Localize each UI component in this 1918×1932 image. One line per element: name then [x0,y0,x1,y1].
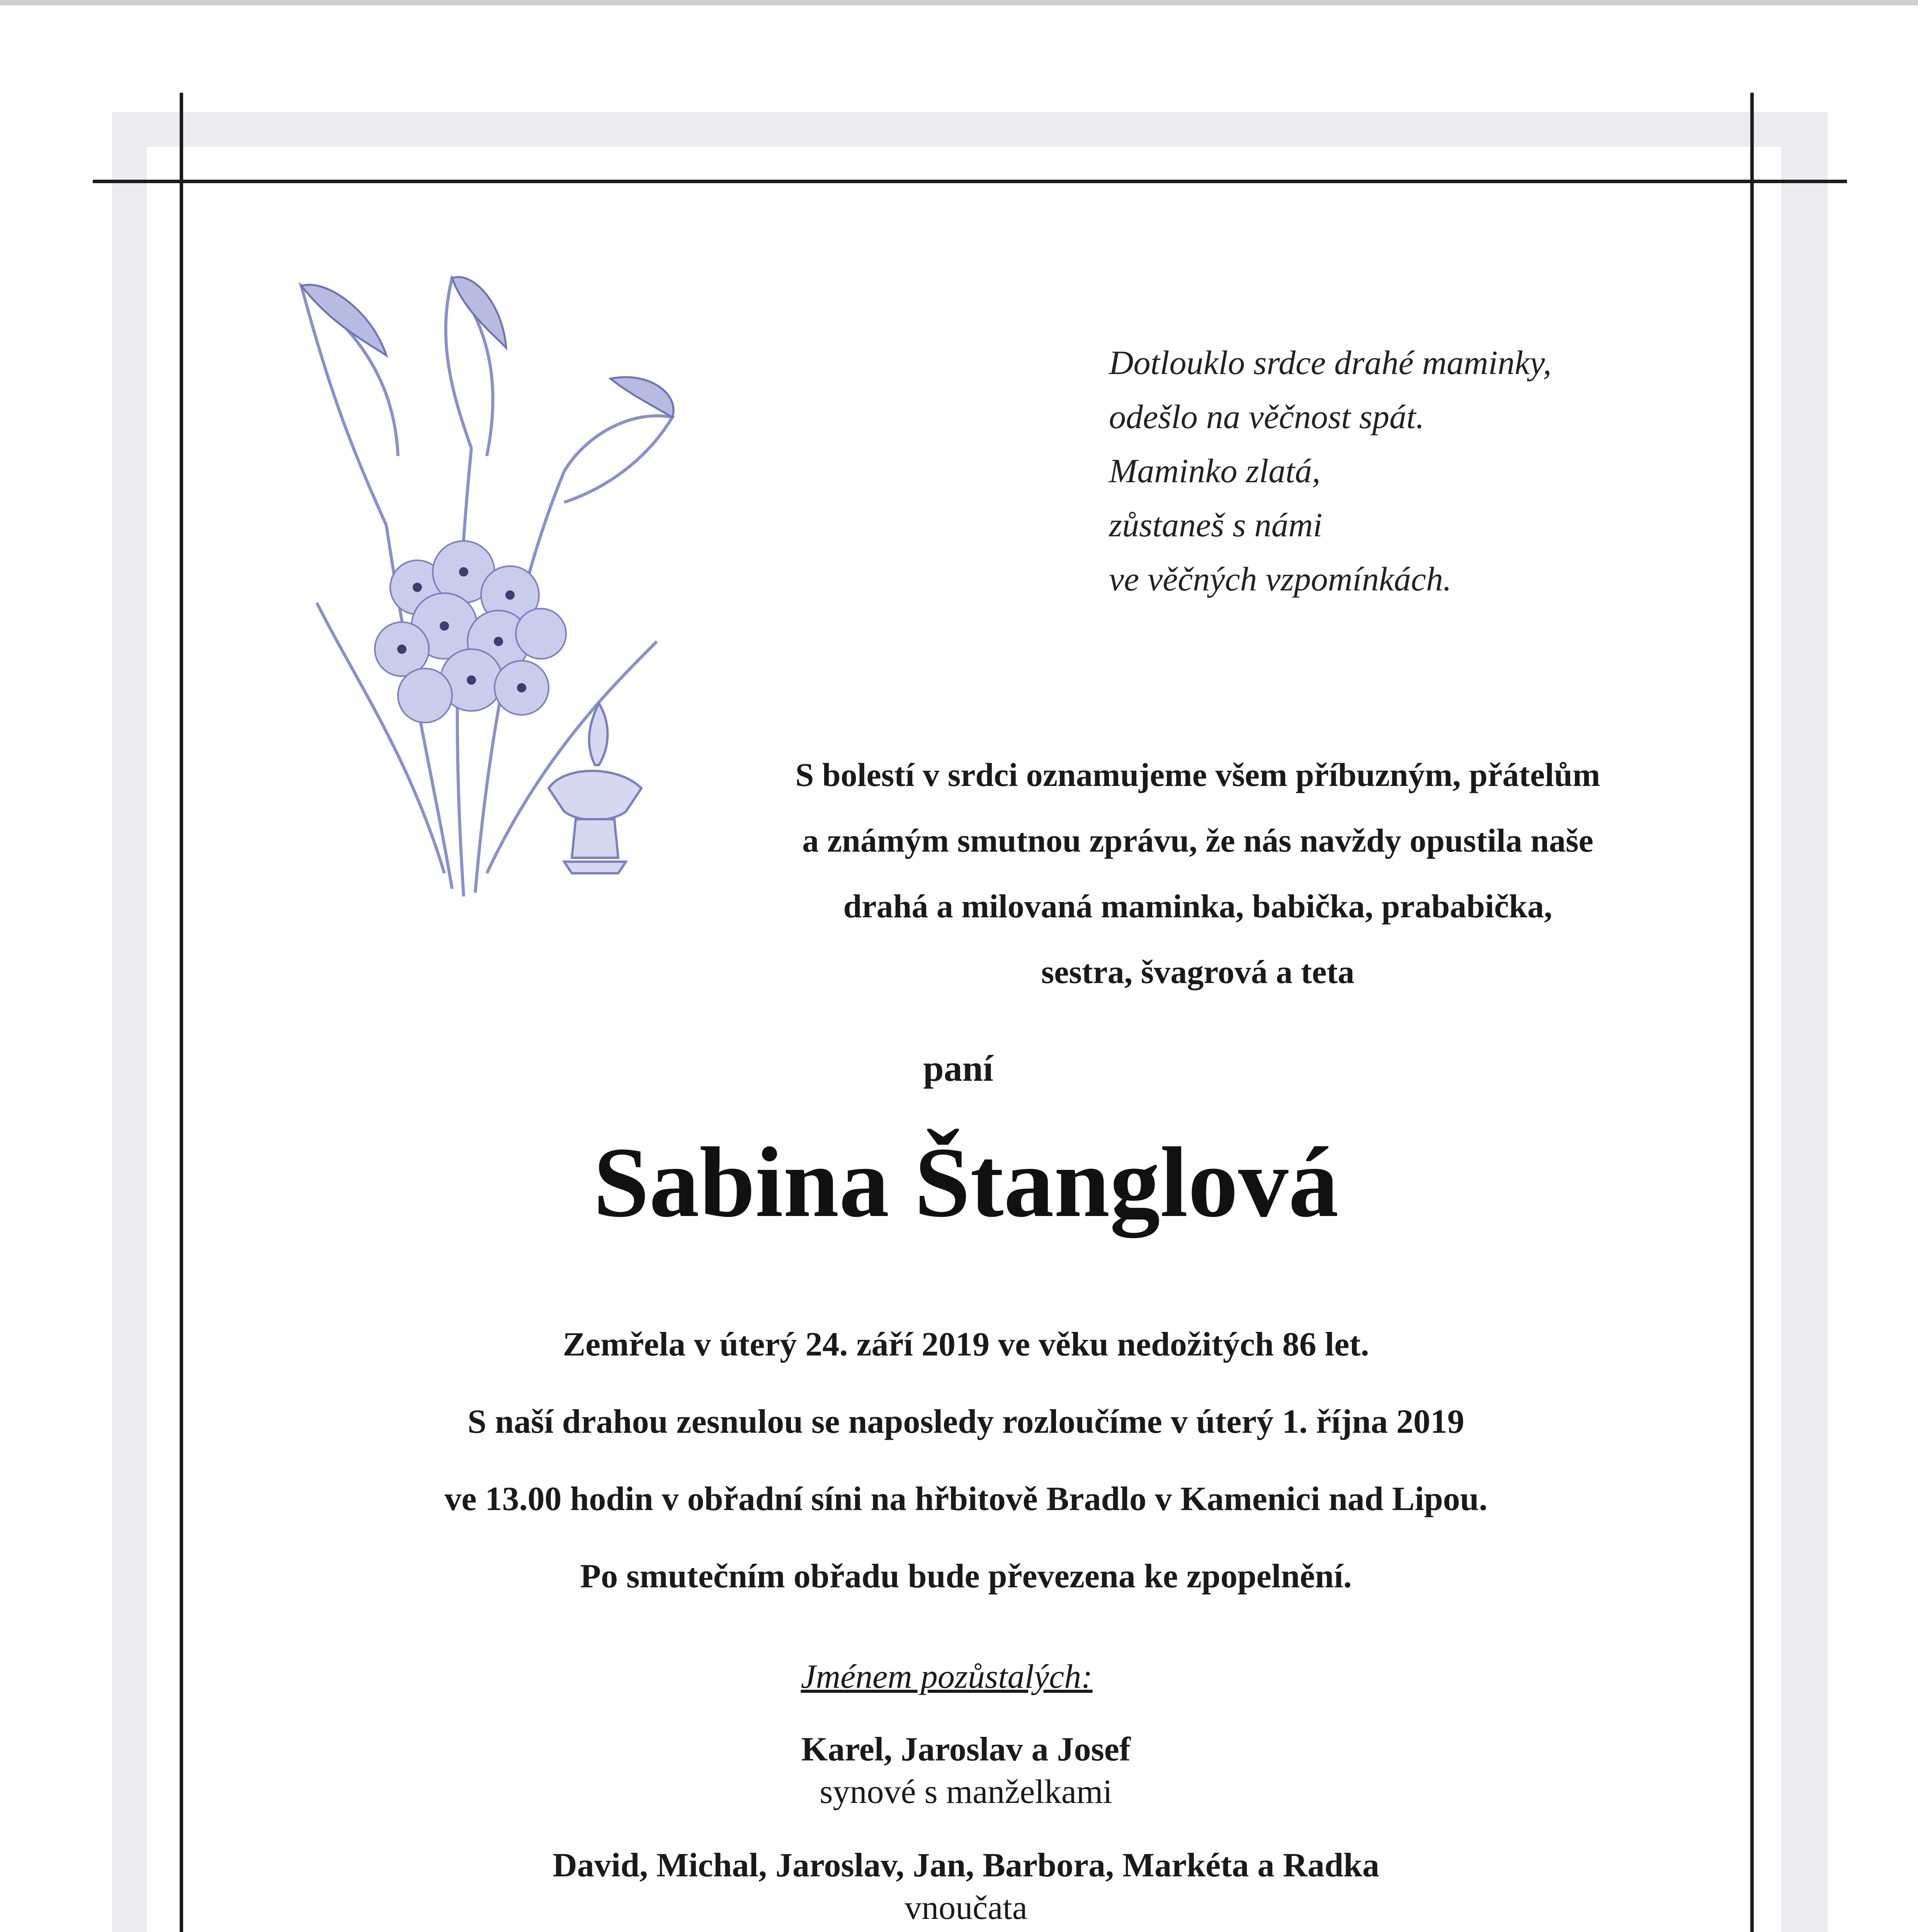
poem-line: odešlo na věčnost spát. [1109,398,1425,436]
scan-top-edge [0,0,1918,5]
survivor-group [270,1727,1661,1812]
details-line: ve 13.00 hodin v obřadní síni na hřbitově Bradlo v Kamenici nad Lipou. [444,1480,1488,1518]
poem-line: ve věčných vzpomínkách. [1109,561,1452,598]
survivor-names: David, Michal, Jaroslav, Jan, Barbora, Markéta a Radka [553,1847,1379,1884]
frame-top-line [93,180,1847,183]
poem-line: zůstaneš s námi [1109,507,1323,544]
survivor-role: synové s manželkami [820,1773,1112,1811]
memorial-poem [1109,336,1766,607]
frame-left-line [180,93,183,1932]
details-line: Po smutečním obřadu bude převezena ke zpopelnění. [580,1558,1352,1595]
details-line: S naší drahou zesnulou se naposledy rozloučíme v úterý 1. října 2019 [468,1403,1464,1440]
announcement-line: S bolestí v srdci oznamujeme všem příbuzným, přátelům [795,756,1600,793]
deceased-name: Sabina Štanglová [593,1127,1339,1238]
funeral-details [309,1306,1623,1615]
poem-line: Dotlouklo srdce drahé maminky, [1109,344,1552,382]
announcement-line: a známým smutnou zprávu, že nás navždy opustila naše [802,822,1593,859]
honorific-title: paní [923,1048,993,1089]
survivors-heading: Jménem pozůstalých: [801,1658,1093,1696]
survivor-group [270,1843,1661,1928]
announcement-line: sestra, švagrová a teta [1041,953,1355,990]
survivor-names: Karel, Jaroslav a Josef [801,1731,1131,1768]
flower-bouquet-icon [270,255,695,920]
survivor-role: vnoučata [905,1889,1027,1927]
details-line: Zemřela v úterý 24. září 2019 ve věku nedožitých 86 let. [563,1326,1369,1363]
poem-line: Maminko zlatá, [1109,452,1321,490]
announcement-line: drahá a milovaná maminka, babička, prababička, [843,888,1552,925]
announcement-text [695,742,1700,1005]
